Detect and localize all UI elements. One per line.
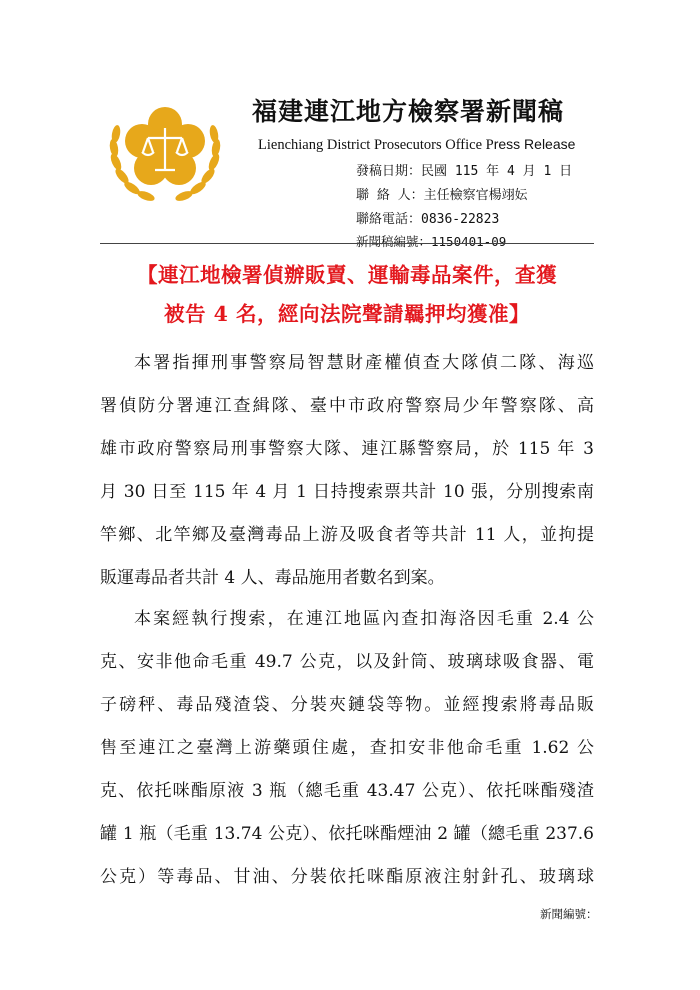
english-subtitle: [258, 136, 575, 154]
paragraph-line: 雄市政府警察局刑事警察大隊、連江縣警察局，於 115 年 3: [100, 439, 594, 459]
release-date: 發稿日期：民國 115 年 4 月 1 日: [356, 164, 573, 179]
paragraph-line: 本案經執行搜索，在連江地區內查扣海洛因毛重 2.4 公: [134, 609, 594, 629]
prosecutors-office-emblem: [100, 90, 230, 220]
paragraph-line: 售至連江之臺灣上游藥頭住處，查扣安非他命毛重 1.62 公: [100, 738, 594, 758]
paragraph-line: 公克）等毒品、甘油、分裝依托咪酯原液注射針孔、玻璃球: [100, 867, 594, 887]
contact-person: 聯 絡 人：主任檢察官楊翊妘: [356, 188, 528, 203]
headline-line-1: 【連江地檢署偵辦販賣、運輸毒品案件，查獲: [137, 263, 557, 287]
paragraph-line: 販運毒品者共計 4 人、毒品施用者數名到案。: [100, 568, 445, 588]
paragraph-line: 本署指揮刑事警察局智慧財產權偵查大隊偵二隊、海巡: [134, 353, 594, 373]
paragraph-line: 克、安非他命毛重 49.7 公克，以及針筒、玻璃球吸食器、電: [100, 652, 594, 672]
paragraph-line: 月 30 日至 115 年 4 月 1 日持搜索票共計 10 張，分別搜索南: [100, 482, 594, 502]
headline-line-2: 被告 4 名，經向法院聲請羈押均獲准】: [163, 302, 531, 326]
english-subtitle-part-b: ress Release: [493, 136, 576, 152]
paragraph-line: 署偵防分署連江查緝隊、臺中市政府警察局少年警察隊、高: [100, 396, 594, 416]
header-divider: [100, 243, 594, 244]
paragraph-line: 克、依托咪酯原液 3 瓶（總毛重 43.47 公克）、依托咪酯殘渣: [100, 781, 594, 801]
paragraph-line: 罐 1 瓶（毛重 13.74 公克）、依托咪酯煙油 2 罐（總毛重 237.6: [100, 824, 594, 844]
paragraph-line: 竿鄉、北竿鄉及臺灣毒品上游及吸食者等共計 11 人，並拘提: [100, 525, 594, 545]
footer-release-label: 新聞編號：: [540, 907, 598, 921]
release-number: 新聞稿編號：1150401-09: [356, 234, 507, 249]
english-subtitle-part-a: Lienchiang District Prosecutors Office P: [258, 137, 494, 153]
page-title: 福建連江地方檢察署新聞稿: [252, 97, 565, 126]
paragraph-line: 子磅秤、毒品殘渣袋、分裝夾鏈袋等物。並經搜索將毒品販: [100, 695, 594, 715]
contact-phone: 聯絡電話：0836-22823: [356, 212, 500, 227]
